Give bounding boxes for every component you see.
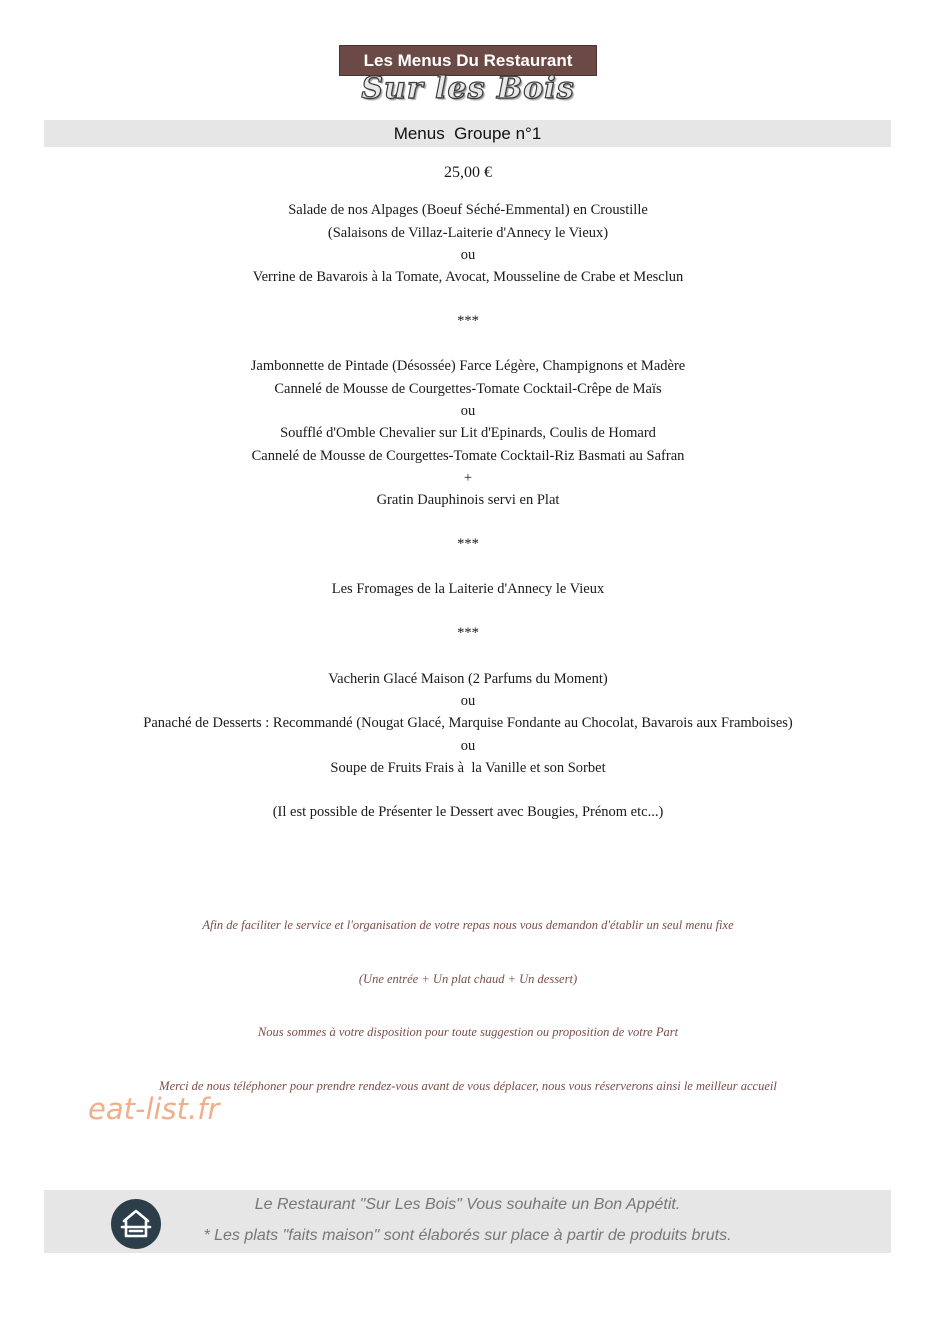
menu-line-main-2: Soufflé d'Omble Chevalier sur Lit d'Epinards, Coulis de Homard (280, 425, 656, 441)
menu-title: Menus Groupe n°1 (44, 120, 891, 147)
footer-bar (44, 1190, 891, 1253)
menu-line-or: ou (460, 247, 476, 263)
menu-line-or: ou (460, 693, 476, 709)
menu-line-starter-2: Verrine de Bavarois à la Tomate, Avocat, Mousseline de Crabe et Mesclun (252, 269, 684, 285)
menu-line-main-2-side: Cannelé de Mousse de Courgettes-Tomate Cocktail-Riz Basmati au Safran (251, 448, 685, 464)
restaurant-logo: Sur les Bois (361, 71, 575, 106)
menu-line-starter-1: Salade de nos Alpages (Boeuf Séché-Emmental) en Croustille (288, 202, 648, 218)
restaurant-header (339, 45, 597, 106)
menu-line-main-1-side: Cannelé de Mousse de Courgettes-Tomate Cocktail-Crêpe de Maïs (274, 381, 662, 397)
note-call-ahead: Merci de nous téléphoner pour prendre rendez-vous avant de vous déplacer, nous vous réserverons ainsi le meilleur accueil (159, 1079, 777, 1093)
menu-line-or: ou (460, 738, 476, 754)
menu-line-dessert-1: Vacherin Glacé Maison (2 Parfums du Moment) (328, 671, 608, 687)
menu-line-dessert-note: (Il est possible de Présenter le Dessert avec Bougies, Prénom etc...) (272, 804, 664, 820)
note-suggestions: Nous sommes à votre disposition pour toute suggestion ou proposition de votre Part (257, 1025, 679, 1039)
header-banner: Les Menus Du Restaurant (339, 45, 597, 76)
menu-line-or: ou (460, 403, 476, 419)
watermark: eat-list.fr (88, 1092, 220, 1126)
menu-line-dessert-2: Panaché de Desserts : Recommandé (Nougat Glacé, Marquise Fondante au Chocolat, Bavarois aux Framboises) (143, 715, 793, 731)
menu-separator: *** (457, 536, 479, 552)
menu-line-gratin: Gratin Dauphinois servi en Plat (376, 492, 560, 508)
footer-bon-appetit: Le Restaurant "Sur Les Bois" Vous souhaite un Bon Appétit. (254, 1196, 681, 1213)
menu-line-dessert-3: Soupe de Fruits Frais à la Vanille et son Sorbet (330, 760, 606, 776)
note-fixed-menu: Afin de faciliter le service et l'organisation de votre repas nous vous demandon d'établir un seul menu fixe (202, 918, 734, 932)
menu-line-starter-1-detail: (Salaisons de Villaz-Laiterie d'Annecy le Vieux) (327, 225, 609, 241)
note-menu-composition: (Une entrée + Un plat chaud + Un dessert) (358, 972, 578, 986)
menu-line-plus: + (463, 470, 473, 486)
menu-price: 25,00 € (444, 164, 492, 181)
menu-separator: *** (457, 313, 479, 329)
menu-line-cheese: Les Fromages de la Laiterie d'Annecy le Vieux (331, 581, 605, 597)
menu-separator: *** (457, 625, 479, 641)
menu-line-main-1: Jambonnette de Pintade (Désossée) Farce Légère, Champignons et Madère (250, 358, 686, 374)
footer-fait-maison-note: * Les plats "faits maison" sont élaborés sur place à partir de produits bruts. (203, 1227, 732, 1244)
